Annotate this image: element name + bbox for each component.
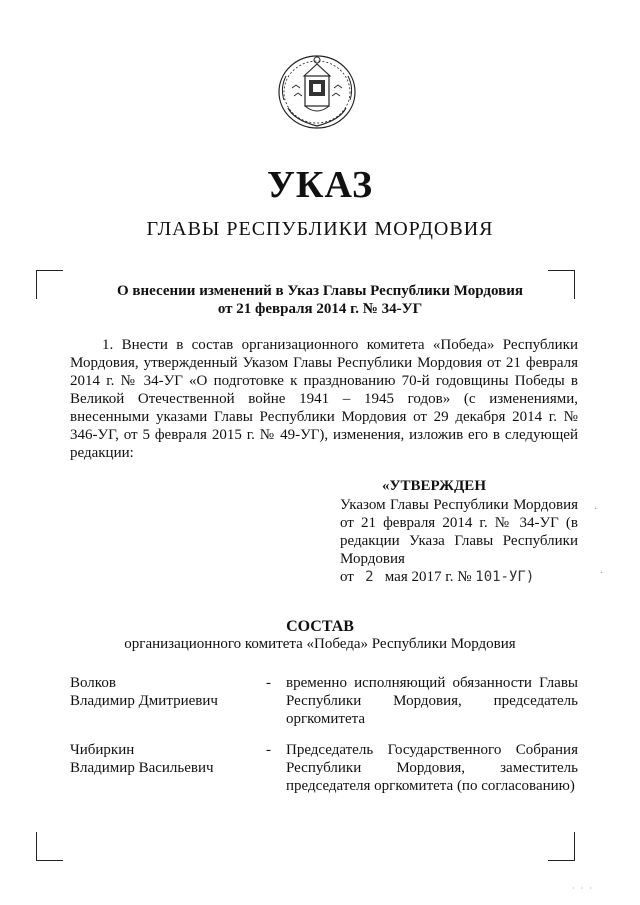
approval-block (340, 496, 578, 586)
body-paragraph-1: 1. Внести в состав организационного комитета «Победа» Республики Мордовия, утвержденный Указом Главы Республики Мордовия от 21 февраля 2014 г. № 34-УГ «О подготовке к празднованию 70-й годовщины Победы в Великой Отечественной войне 1941 – 1945 годов» (с изменениями, внесенными указами Главы Республики Мордовия от 29 декабря 2014 г. № 346-УГ, от 5 февраля 2015 г. № 49-УГ), изменения, изложив его в следующей редакции: (70, 337, 578, 461)
member-surname: Волков (70, 675, 116, 691)
approval-date-middle: мая 2017 г. № (384, 569, 472, 585)
issuer-subtitle: ГЛАВЫ РЕСПУБЛИКИ МОРДОВИЯ (146, 218, 494, 240)
coat-of-arms-emblem (274, 48, 360, 132)
approval-date-prefix: от (340, 569, 354, 585)
member-given-names: Владимир Васильевич (70, 760, 214, 776)
scan-mark: · (594, 504, 598, 515)
scan-mark: · · · (572, 884, 594, 893)
member-role: Председатель Государственного Собрания Республики Мордовия, заместитель председателя оргкомитета (по согласованию) (286, 742, 578, 794)
heading-line-1: О внесении изменений в Указ Главы Республики Мордовия (117, 283, 523, 299)
heading-line-2: от 21 февраля 2014 г. № 34-УГ (217, 301, 423, 317)
document-type-title: УКАЗ (267, 164, 373, 206)
member-name (70, 674, 260, 710)
member-given-names: Владимир Дмитриевич (70, 693, 218, 709)
member-surname: Чибиркин (70, 742, 135, 758)
corner-bracket-bottom-left (36, 832, 63, 861)
member-entry (70, 741, 578, 821)
member-entry (70, 674, 578, 734)
composition-title: СОСТАВ (286, 618, 354, 635)
approval-day-handwritten: 2 (365, 569, 374, 585)
member-role: временно исполняющий обязанности Главы Республики Мордовия, председатель оргкомитета (286, 675, 578, 727)
scan-mark: · (600, 568, 604, 579)
corner-bracket-top-left (36, 270, 63, 299)
composition-subtitle: организационного комитета «Победа» Республики Мордовия (124, 636, 516, 652)
approval-text: Указом Главы Республики Мордовия от 21 февраля 2014 г. № 34-УГ (в редакции Указа Главы Республики Мордовия (340, 497, 578, 567)
document-heading (70, 282, 570, 318)
approval-number-handwritten: 101-УГ) (475, 569, 535, 585)
approval-title: «УТВЕРЖДЕН (382, 478, 486, 494)
corner-bracket-bottom-right (548, 832, 575, 861)
member-name (70, 741, 260, 777)
member-dash: - (266, 742, 271, 758)
member-dash: - (266, 675, 271, 691)
